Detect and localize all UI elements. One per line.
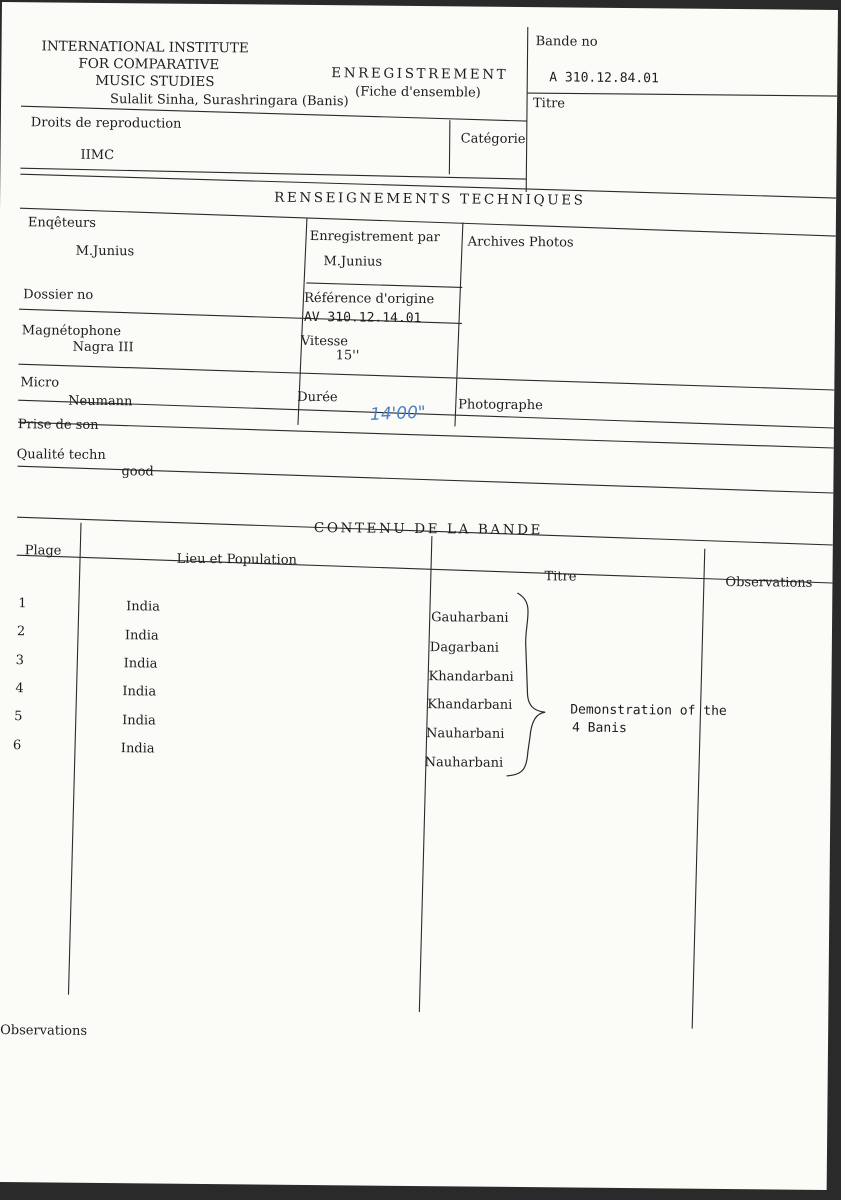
artist-line: Sulalit Sinha, Surashringara (Banis)	[109, 92, 349, 110]
observations-label: Observations	[0, 1023, 88, 1039]
droits-label: Droits de reproduction	[30, 115, 182, 132]
row-3-plage: 3	[15, 653, 25, 669]
institute-line-3: MUSIC STUDIES	[95, 72, 215, 91]
row-2-plage: 2	[16, 624, 26, 640]
duree-handwritten-value: 14'00"	[369, 402, 427, 426]
enqueteurs-label: Enqêteurs	[27, 215, 97, 231]
row-5-plage: 5	[14, 709, 23, 725]
enregistrement-par-label: Enregistrement par	[309, 228, 440, 246]
magnetophone-label: Magnétophone	[21, 323, 122, 340]
row-6-lieu: India	[120, 741, 155, 757]
row-3-titre: Khandarbani	[428, 669, 514, 685]
rule-titre	[527, 93, 837, 96]
row-6-titre: Nauharbani	[424, 755, 504, 771]
col-lieu-header: Lieu et Population	[176, 551, 298, 568]
col-plage-header: Plage	[24, 543, 62, 559]
institute-line-2: FOR COMPARATIVE	[78, 55, 220, 74]
row-1-plage: 1	[18, 596, 27, 612]
bande-value: A 310.12.84.01	[549, 70, 659, 87]
photographe-label: Photographe	[458, 397, 543, 414]
rule-prise-bottom	[18, 422, 834, 448]
enqueteurs-value: M.Junius	[75, 243, 135, 260]
qualite-label: Qualité techn	[16, 447, 106, 464]
micro-label: Micro	[20, 375, 60, 391]
rule-enreg-bottom	[306, 283, 462, 287]
enregistrement-par-value: M.Junius	[323, 254, 383, 270]
contents-title: CONTENU DE LA BANDE	[313, 520, 544, 539]
reference-value: AV 310.12.14.01	[303, 309, 422, 327]
row-5-titre: Nauharbani	[425, 726, 505, 742]
droits-value: IIMC	[80, 147, 115, 164]
categorie-label: Catégorie	[460, 131, 526, 148]
form-rules	[0, 2, 838, 1190]
row-1-titre: Gauharbani	[431, 610, 509, 626]
row-1-lieu: India	[126, 599, 161, 615]
archives-label: Archives Photos	[467, 234, 574, 251]
row-4-lieu: India	[122, 684, 157, 700]
row-2-titre: Dagarbani	[429, 640, 499, 656]
row-4-titre: Khandarbani	[427, 697, 513, 713]
bande-label: Bande no	[535, 34, 598, 50]
micro-value: Neumann	[68, 393, 133, 410]
row-6-plage: 6	[12, 738, 22, 754]
row-4-plage: 4	[15, 681, 24, 697]
rule-categorie-vertical	[449, 120, 450, 174]
institute-line-1: INTERNATIONAL INSTITUTE	[41, 38, 249, 57]
form-title: ENREGISTREMENT	[331, 65, 509, 83]
row-3-lieu: India	[123, 656, 158, 672]
titre-label: Titre	[532, 96, 566, 112]
vitesse-value: 15''	[335, 348, 360, 364]
rule-droits-bottom	[20, 168, 526, 179]
col-observations-header: Observations	[725, 574, 813, 591]
row-2-lieu: India	[124, 628, 159, 644]
prise-label: Prise de son	[17, 417, 99, 433]
reference-label: Référence d'origine	[304, 290, 435, 308]
rule-tech-col2	[455, 222, 463, 426]
form-sheet	[0, 2, 838, 1190]
vitesse-label: Vitesse	[300, 333, 349, 350]
form-subtitle: (Fiche d'ensemble)	[355, 84, 481, 101]
row-5-lieu: India	[122, 713, 156, 729]
bracket-note-line-1: Demonstration of the	[570, 702, 727, 719]
rule-bande-vertical	[526, 27, 528, 192]
magnetophone-value: Nagra III	[72, 339, 134, 356]
dossier-label: Dossier no	[23, 287, 94, 303]
col-titre-header: Titre	[544, 569, 577, 585]
rule-lieu-col	[419, 536, 432, 1012]
bracket-note-line-2: 4 Banis	[571, 720, 627, 737]
rule-magneto-bottom	[18, 364, 834, 390]
rule-titre-col	[692, 549, 705, 1029]
duree-label: Durée	[297, 389, 338, 406]
qualite-value: good	[121, 464, 154, 480]
rule-plage-col	[68, 523, 81, 995]
technical-title: RENSEIGNEMENTS TECHNIQUES	[274, 189, 586, 209]
